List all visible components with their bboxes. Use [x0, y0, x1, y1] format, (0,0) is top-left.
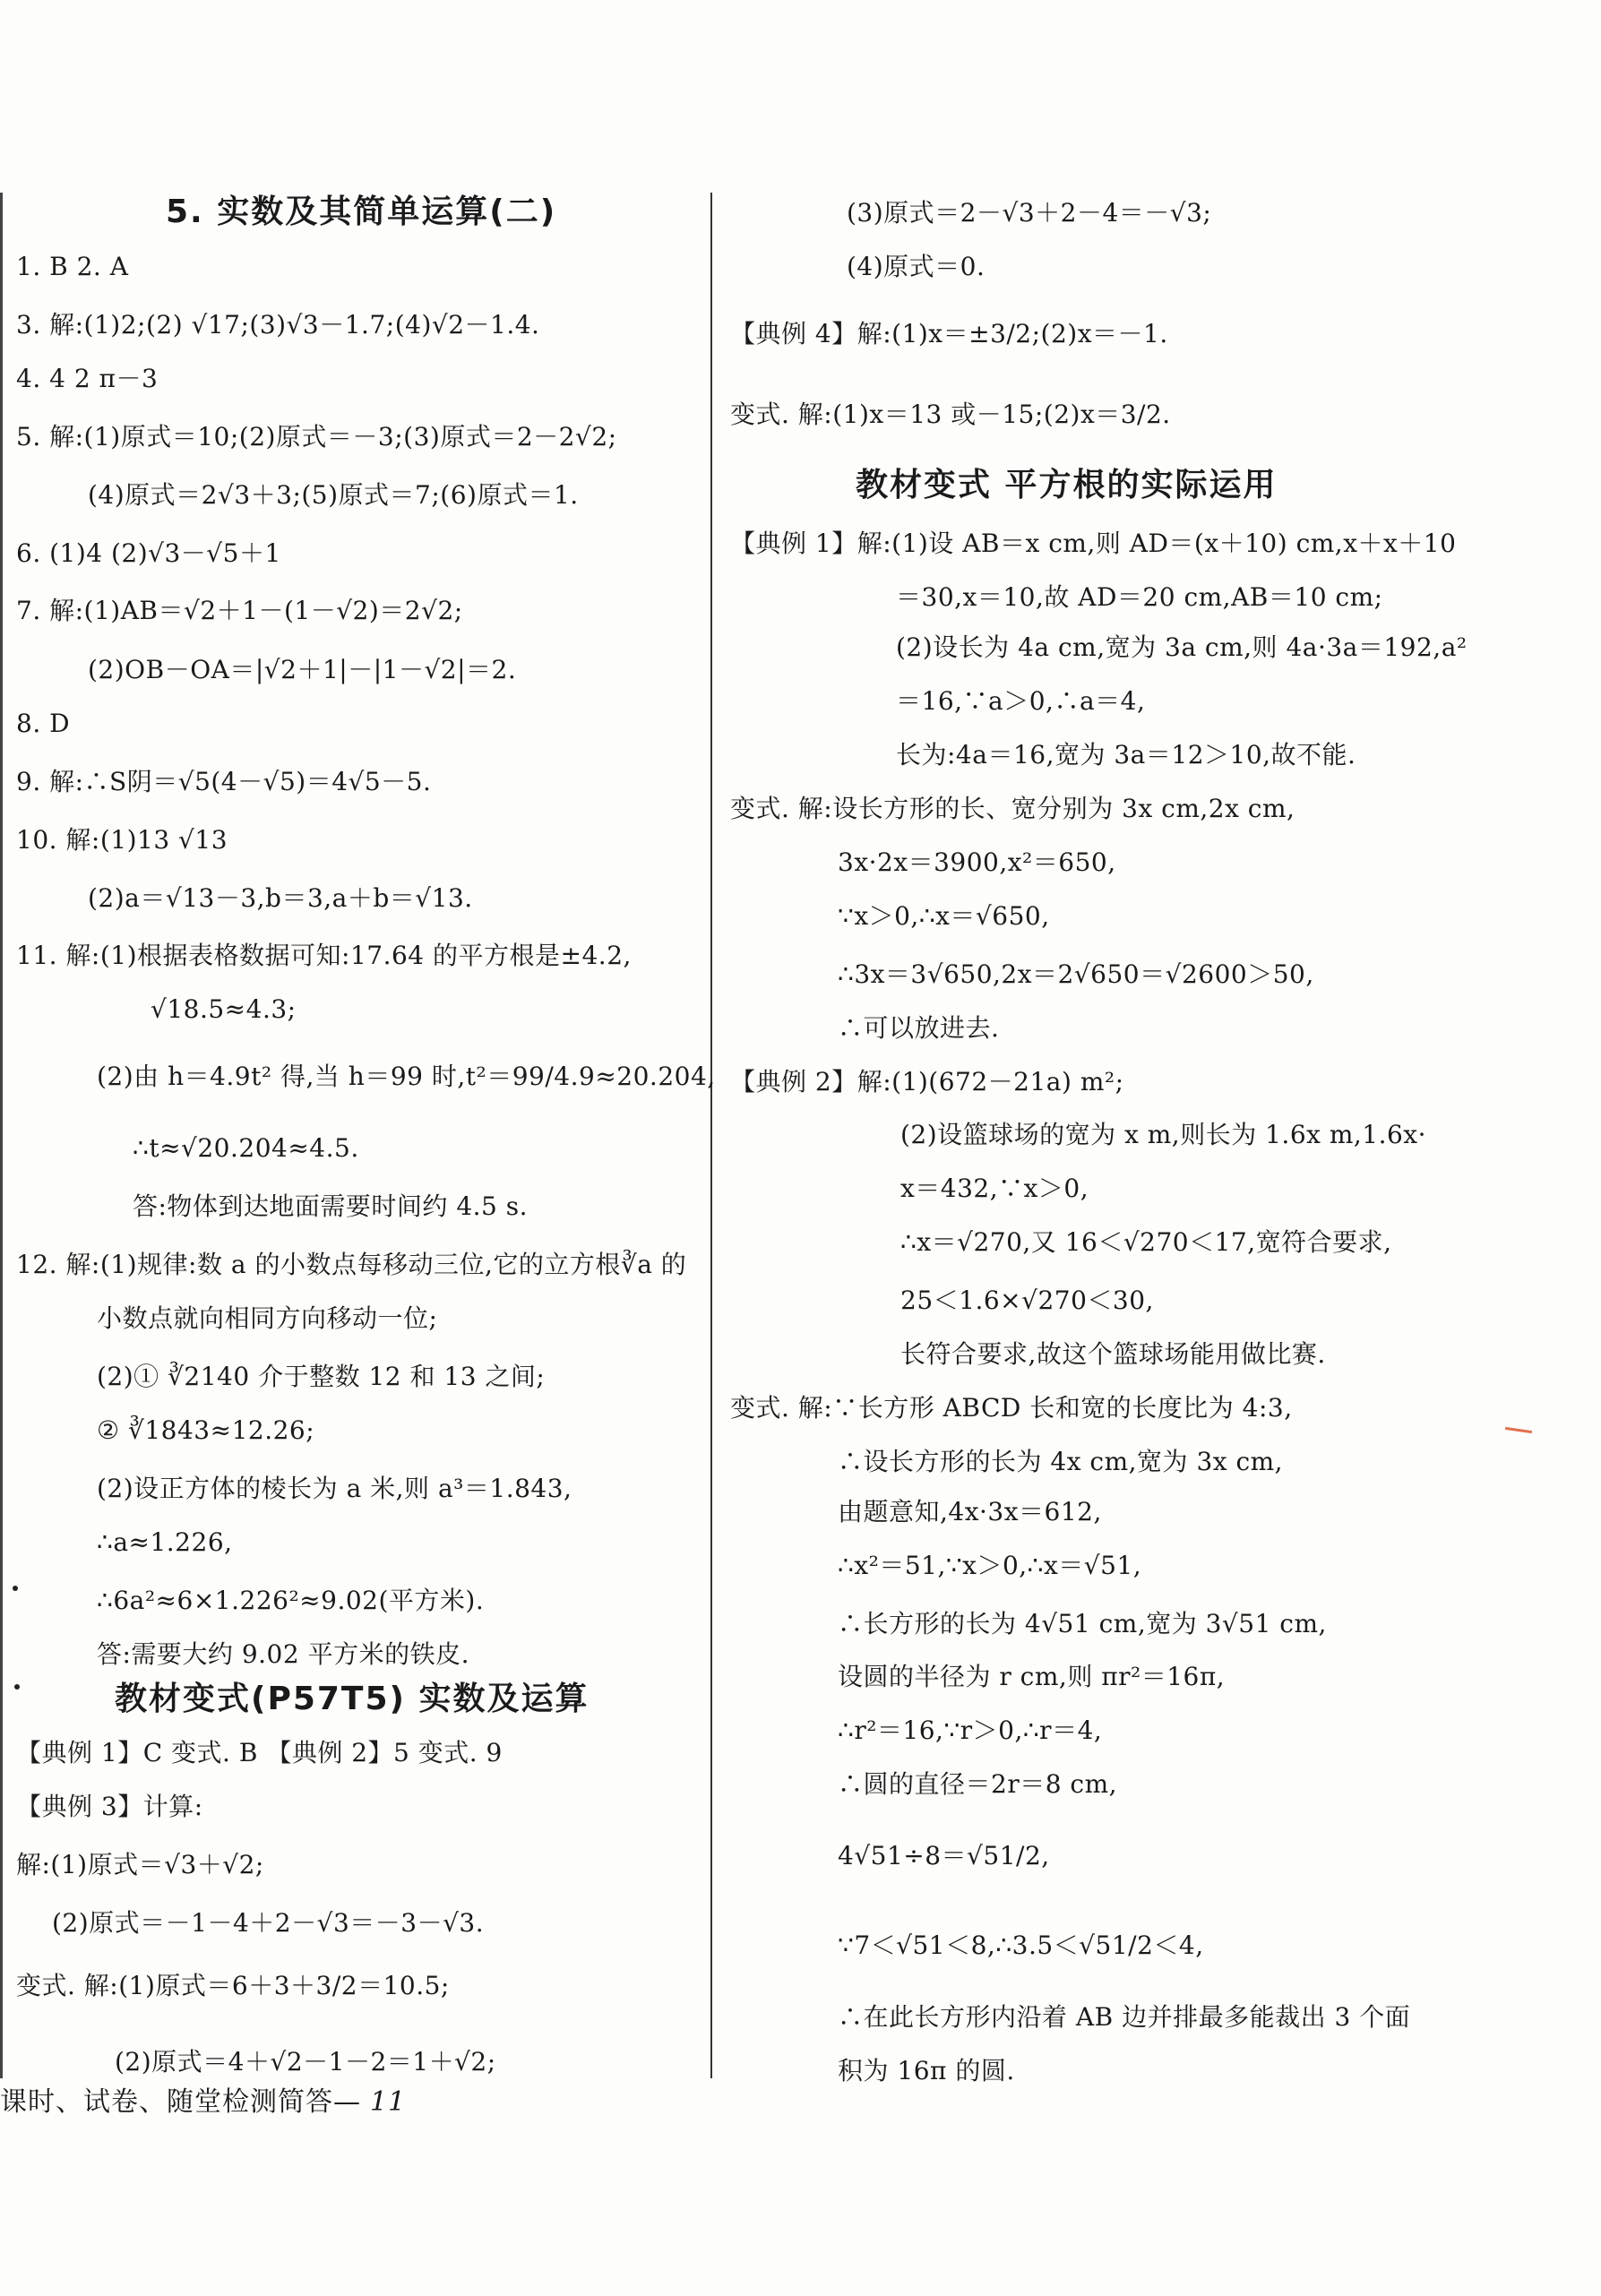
answer-line: (4)原式＝0. — [847, 252, 986, 281]
answer-line: √18.5≈4.3; — [151, 994, 297, 1024]
section-title-2: 教材变式(P57T5) 实数及运算 — [115, 1681, 590, 1717]
answer-line: ∴长方形的长为 4√51 cm,宽为 3√51 cm, — [838, 1609, 1327, 1638]
answer-line: 答:物体到达地面需要时间约 4.5 s. — [133, 1191, 529, 1221]
answer-line: ∵7＜√51＜8,∴3.5＜√51/2＜4, — [838, 1931, 1204, 1960]
answer-line: 变式. 解:设长方形的长、宽分别为 3x cm,2x cm, — [730, 794, 1295, 823]
section-title-3: 教材变式 平方根的实际运用 — [856, 467, 1278, 503]
answer-line: ∴设长方形的长为 4x cm,宽为 3x cm, — [838, 1447, 1284, 1476]
print-speck — [13, 1586, 18, 1591]
answer-line: 10. 解:(1)13 √13 — [16, 825, 228, 855]
answer-line: x＝432,∵x＞0, — [900, 1174, 1089, 1203]
answer-line: 3x·2x＝3900,x²＝650, — [838, 847, 1116, 877]
answer-line: 积为 16π 的圆. — [838, 2056, 1015, 2085]
answer-line: ∴6a²≈6×1.226²≈9.02(平方米). — [97, 1586, 485, 1615]
answer-line: 变式. 解:(1)原式＝6＋3＋3/2＝10.5; — [16, 1971, 450, 2000]
answer-line: 3. 解:(1)2;(2) √17;(3)√3－1.7;(4)√2－1.4. — [16, 310, 540, 340]
answer-line: ∴t≈√20.204≈4.5. — [133, 1133, 359, 1163]
answer-line: 【典例 4】解:(1)x＝±3/2;(2)x＝－1. — [730, 319, 1168, 348]
answer-line: (4)原式＝2√3＋3;(5)原式＝7;(6)原式＝1. — [88, 480, 579, 510]
page-number: 11 — [370, 2086, 407, 2118]
answer-line: 变式. 解:∵长方形 ABCD 长和宽的长度比为 4:3, — [730, 1393, 1293, 1423]
answer-line: 1. B 2. A — [16, 252, 129, 281]
answer-line: 5. 解:(1)原式＝10;(2)原式＝－3;(3)原式＝2－2√2; — [16, 422, 617, 451]
answer-line: (2)由 h＝4.9t² 得,当 h＝99 时,t²＝99/4.9≈20.204, — [97, 1062, 716, 1091]
answer-line: ∴可以放进去. — [838, 1013, 1000, 1043]
answer-line: 4√51÷8＝√51/2, — [838, 1841, 1050, 1870]
answer-line: 4. 4 2 π－3 — [16, 364, 159, 393]
answer-line: ∵x＞0,∴x＝√650, — [838, 901, 1050, 931]
answer-line: ∴x²＝51,∵x＞0,∴x＝√51, — [838, 1551, 1142, 1580]
answer-line: ＝16,∵a＞0,∴a＝4, — [896, 686, 1146, 716]
footer-text: 课时、试卷、随堂检测简答— — [0, 2086, 361, 2118]
answer-line: (2)原式＝－1－4＋2－√3＝－3－√3. — [52, 1908, 485, 1938]
answer-line: 7. 解:(1)AB＝√2＋1－(1－√2)＝2√2; — [16, 596, 463, 625]
answer-line: ∴圆的直径＝2r＝8 cm, — [838, 1769, 1118, 1799]
answer-line: 长符合要求,故这个篮球场能用做比赛. — [900, 1339, 1326, 1369]
answer-line: 【典例 3】计算: — [16, 1792, 203, 1821]
answer-line: 解:(1)原式＝√3＋√2; — [16, 1850, 264, 1879]
answer-line: ∴r²＝16,∵r＞0,∴r＝4, — [838, 1716, 1103, 1745]
answer-line: ＝30,x＝10,故 AD＝20 cm,AB＝10 cm; — [896, 582, 1383, 612]
answer-line: (2)a＝√13－3,b＝3,a＋b＝√13. — [88, 883, 473, 913]
answer-line: 变式. 解:(1)x＝13 或－15;(2)x＝3/2. — [730, 400, 1171, 429]
answer-line: ② ∛1843≈12.26; — [97, 1415, 315, 1445]
answer-line: 【典例 1】C 变式. B 【典例 2】5 变式. 9 — [16, 1738, 503, 1767]
section-title-1: 5. 实数及其简单运算(二) — [166, 193, 557, 230]
answer-line: (3)原式＝2－√3＋2－4＝－√3; — [847, 198, 1212, 228]
answer-line: 【典例 1】解:(1)设 AB＝x cm,则 AD＝(x＋10) cm,x＋x＋10 — [730, 529, 1457, 558]
answer-line: 25＜1.6×√270＜30, — [900, 1286, 1154, 1315]
answer-line: ∴在此长方形内沿着 AB 边并排最多能裁出 3 个面 — [838, 2002, 1411, 2032]
answer-line: 12. 解:(1)规律:数 a 的小数点每移动三位,它的立方根∛a 的 — [16, 1250, 687, 1279]
answer-line: 6. (1)4 (2)√3－√5＋1 — [16, 538, 281, 568]
answer-line: 设圆的半径为 r cm,则 πr²＝16π, — [838, 1662, 1226, 1691]
answer-line: 9. 解:∴S阴＝√5(4－√5)＝4√5－5. — [16, 767, 432, 796]
print-speck — [14, 1684, 20, 1690]
column-divider — [710, 193, 712, 2078]
answer-line: ∴3x＝3√650,2x＝2√650＝√2600＞50, — [838, 959, 1314, 989]
answer-line: (2)① ∛2140 介于整数 12 和 13 之间; — [97, 1362, 546, 1391]
answer-line: 【典例 2】解:(1)(672－21a) m²; — [730, 1067, 1124, 1096]
answer-line: ∴a≈1.226, — [97, 1527, 233, 1557]
red-pen-mark — [1505, 1427, 1532, 1433]
answer-line: 8. D — [16, 709, 71, 738]
answer-line: 11. 解:(1)根据表格数据可知:17.64 的平方根是±4.2, — [16, 941, 632, 970]
answer-line: (2)设长为 4a cm,宽为 3a cm,则 4a·3a＝192,a² — [896, 632, 1468, 662]
answer-line: (2)原式＝4＋√2－1－2＝1＋√2; — [115, 2047, 496, 2077]
answer-line: 由题意知,4x·3x＝612, — [838, 1497, 1102, 1526]
answer-line: 答:需要大约 9.02 平方米的铁皮. — [97, 1639, 469, 1669]
page-footer — [0, 2083, 406, 2122]
answer-line: (2)设篮球场的宽为 x m,则长为 1.6x m,1.6x· — [900, 1120, 1426, 1149]
answer-line: ∴x＝√270,又 16＜√270＜17,宽符合要求, — [900, 1227, 1392, 1257]
page-edge-line — [0, 193, 3, 2078]
answer-line: 小数点就向相同方向移动一位; — [97, 1303, 438, 1333]
answer-line: (2)设正方体的棱长为 a 米,则 a³＝1.843, — [97, 1474, 572, 1503]
answer-line: 长为:4a＝16,宽为 3a＝12＞10,故不能. — [896, 740, 1356, 770]
answer-line: (2)OB－OA＝|√2＋1|－|1－√2|＝2. — [88, 655, 517, 684]
